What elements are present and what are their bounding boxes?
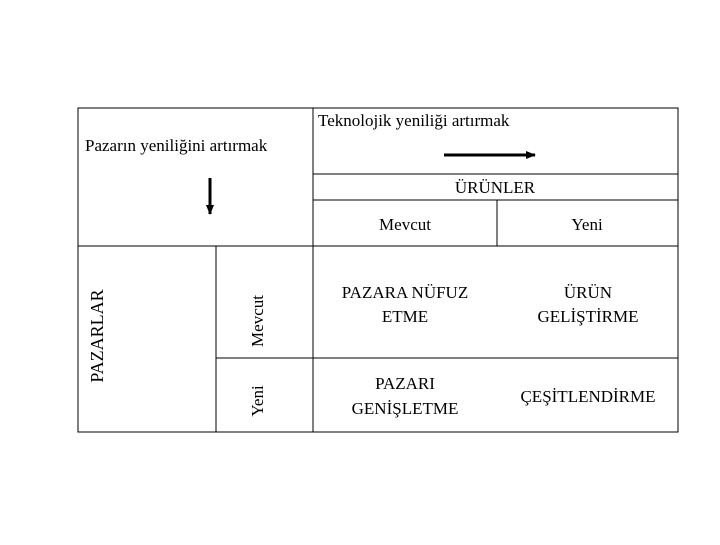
top-label: Teknolojik yeniliği artırmak [318, 111, 510, 130]
cell-cesitlendirme [520, 387, 655, 406]
row-header-mevcut: Mevcut [248, 295, 267, 347]
cell-text-line: PAZARI [375, 374, 435, 393]
cell-text-line: ETME [381, 307, 429, 326]
urunler-header: ÜRÜNLER [454, 178, 536, 197]
cell-text-line: GELİŞTİRME [537, 307, 639, 326]
cell-text-line: ÇEŞİTLENDİRME [520, 387, 656, 406]
left-label: Pazarın yeniliğini artırmak [85, 136, 268, 155]
column-header-yeni: Yeni [571, 215, 603, 234]
cell-urun-gelistirme [537, 283, 638, 326]
column-header-mevcut: Mevcut [379, 215, 431, 234]
cell-text-line: PAZARA NÜFUZ [341, 283, 469, 302]
cell-text-line: GENİŞLETME [351, 399, 459, 418]
cell-pazara-nufuz-etme [342, 283, 468, 326]
row-header-yeni: Yeni [248, 385, 267, 417]
pazarlar-header: PAZARLAR [87, 289, 107, 383]
cell-text-line: ÜRÜN [563, 283, 613, 302]
cell-pazari-genisletme [352, 374, 459, 418]
